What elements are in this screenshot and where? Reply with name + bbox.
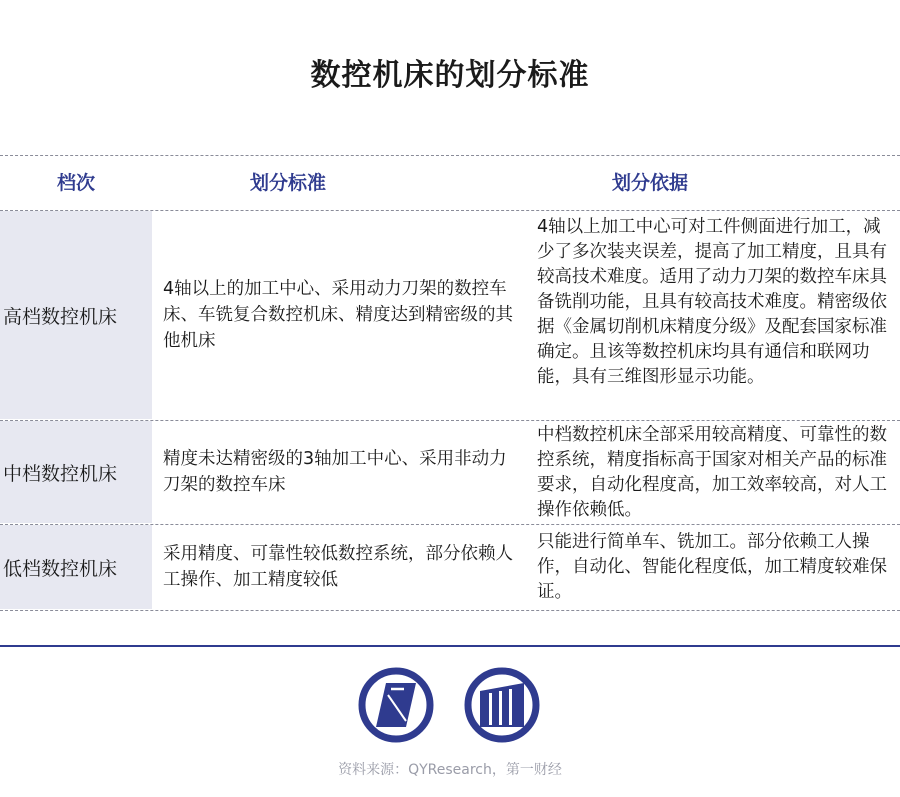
header-level: 档次 bbox=[56, 172, 95, 194]
source-note: 资料来源：QYResearch，第一财经 bbox=[338, 762, 562, 778]
row-level: 低档数控机床 bbox=[0, 525, 152, 609]
footer-rule bbox=[0, 645, 900, 647]
table-row bbox=[0, 211, 900, 419]
table-bottom-divider bbox=[0, 610, 900, 611]
page-title: 数控机床的划分标准 bbox=[310, 58, 590, 93]
header-basis: 划分依据 bbox=[611, 172, 688, 194]
brand-logo-parallelogram-icon bbox=[358, 667, 434, 743]
row-standard: 精度未达精密级的3轴加工中心、采用非动力刀架的数控车床 bbox=[163, 449, 507, 495]
row-basis: 4轴以上加工中心可对工件侧面进行加工，减少了多次装夹误差，提高了加工精度，且具有较高技术难度。适用了动力刀架的数控车床具备铣削功能，且具有较高技术难度。精密级依据《金属切削机床精度分级》及配套国家标准确定。且该等数控机床均具有通信和联网功能，具有三维图形显示功能。 bbox=[537, 217, 887, 387]
table-row bbox=[0, 421, 900, 523]
brand-logo-bars-icon bbox=[464, 667, 540, 743]
row-standard: 采用精度、可靠性较低数控系统，部分依赖人工操作、加工精度较低 bbox=[163, 544, 513, 590]
header-standard: 划分标准 bbox=[249, 172, 326, 194]
row-basis: 只能进行简单车、铣加工。部分依赖工人操作，自动化、智能化程度低，加工精度较难保证。 bbox=[537, 532, 887, 602]
table-top-divider bbox=[0, 155, 900, 156]
row-level: 高档数控机床 bbox=[0, 211, 152, 419]
row-basis: 中档数控机床全部采用较高精度、可靠性的数控系统，精度指标高于国家对相关产品的标准要求，自动化程度高，加工效率较高，对人工操作依赖低。 bbox=[537, 425, 887, 520]
row-level: 中档数控机床 bbox=[0, 421, 152, 523]
row-standard: 4轴以上的加工中心、采用动力刀架的数控车床、车铣复合数控机床、精度达到精密级的其他机床 bbox=[163, 279, 513, 351]
table-row bbox=[0, 525, 900, 609]
